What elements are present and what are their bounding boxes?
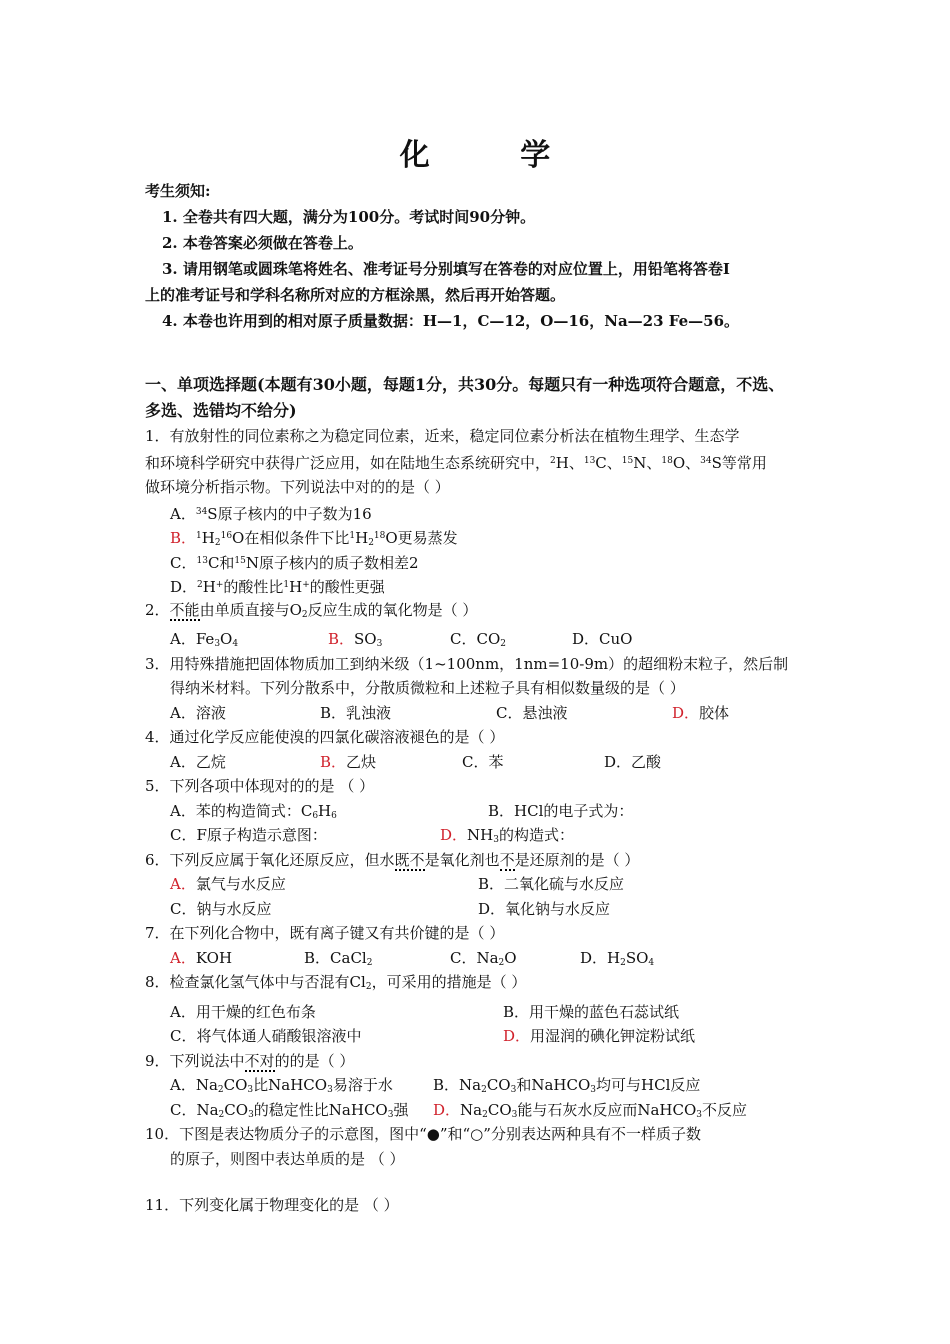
option-d[interactable]: D．氧化钠与水反应 (478, 899, 611, 918)
question-10: 10．下图是表达物质分子的示意图，图中“●”和“○”分别表达两种具有不一样质子数 的原子，则图中表达单质的是 （ ） (145, 1125, 701, 1168)
option-d[interactable]: D．乙酸 (604, 752, 662, 771)
question-5: 5．下列各项中体现对的的是 （ ） A．苯的构造简式：$C_6H_6$ B．HCl的电子式为： C．F原子构造示意图： D．$NH_3$的构造式： (145, 774, 835, 848)
option-b[interactable]: B．乙炔 (320, 752, 377, 771)
option-d[interactable]: D．$^2$H+的酸性比$^1$H+的酸性更强 (170, 578, 385, 596)
notice-item: 3. 请用钢笔或圆珠笔将姓名、准考证号分别填写在答卷的对应位置上，用铅笔将答卷Ⅰ (162, 260, 730, 278)
option-a[interactable]: A．$Fe_3O_4$ (170, 630, 239, 649)
question-6: 6．下列反应属于氧化还原反应，但水既不是氧化剂也不是还原剂的是（ ） A．氯气与水反应 B．二氧化硫与水反应 C．钠与水反应 D．氧化钠与水反应 (145, 848, 835, 922)
question-3: 3．用特殊措施把固体物质加工到纳米级（1~100nm，1nm=10-9m）的超细粉末粒子，然后制 得纳米材料。下列分散系中，分散质微粒和上述粒子具有相似数量级的是（ ） A．溶液 B．乳浊液 C．悬浊液 D．胶体 (145, 652, 835, 726)
option-b[interactable]: B．用干燥的蓝色石蕊试纸 (503, 1002, 680, 1021)
question-list (145, 424, 835, 1218)
option-b[interactable]: B．$Na_2CO_3$和NaHCO$_3$均可与HCl反应 (433, 1076, 701, 1095)
notice-item: 上的准考证号和学科名称所对应的方框涂黑，然后再开始答题。 (145, 286, 566, 304)
notice-item: 2. 本卷答案必须做在答卷上。 (162, 234, 363, 252)
option-c[interactable]: C．F原子构造示意图： (170, 826, 327, 844)
exam-notice (145, 178, 825, 334)
option-c[interactable]: C．$^{13}$C和$^{15}$N原子核内的质子数相差2 (170, 553, 419, 572)
figure-space (145, 1171, 835, 1193)
question-11: 11．下列变化属于物理变化的是 （ ） (145, 1196, 399, 1214)
question-7: 7．在下列化合物中，既有离子键又有共价键的是（ ） A．KOH B．CaCl$_2$ C．$Na_2O$ D．$H_2SO_4$ (145, 921, 835, 970)
option-b[interactable]: B．$^1H_2^{16}O$在相似条件下比$^1H_2^{18}O$更易蒸发 (170, 529, 458, 548)
option-d[interactable]: D．胶体 (672, 703, 730, 722)
section-heading: 一、单项选择题(本题有30小题，每题1分，共30分。每题只有一种选项符合题意，不选、 多选、选错均不给分) (145, 375, 785, 420)
option-d[interactable]: D．$H_2SO_4$ (580, 948, 655, 968)
option-b[interactable]: B．HCl的电子式为： (488, 801, 634, 820)
option-a[interactable]: A．乙烷 (170, 752, 226, 771)
option-b[interactable]: B．CaCl$_2$ (304, 948, 373, 968)
option-c[interactable]: C．悬浊液 (496, 703, 568, 722)
option-d[interactable]: D．$NH_3$的构造式： (440, 826, 574, 845)
option-d[interactable]: D．用湿润的碘化钾淀粉试纸 (503, 1027, 696, 1045)
option-c[interactable]: C．钠与水反应 (170, 899, 272, 918)
question-8: 8．检查氯化氢气体中与否混有$Cl_2$，可采用的措施是（ ） A．用干燥的红色布条 B．用干燥的蓝色石蕊试纸 C．将气体通人硝酸银溶液中 D．用湿润的碘化钾淀粉试纸 (145, 970, 835, 1049)
option-b[interactable]: B．二氧化硫与水反应 (478, 875, 625, 893)
option-d[interactable]: D．CuO (572, 630, 633, 648)
question-4: 4．通过化学反应能使溴的四氯化碳溶液褪色的是（ ） A．乙烷 B．乙炔 C．苯 D．乙酸 (145, 725, 835, 774)
option-a[interactable]: A．$Na_2CO_3$比NaHCO$_3$易溶于水 (170, 1076, 393, 1095)
option-a[interactable]: A．$^{34}$S原子核内的中子数为16 (170, 504, 372, 523)
option-b[interactable]: B．乳浊液 (320, 703, 392, 722)
question-9: 9．下列说法中不对的的是（ ） A．$Na_2CO_3$比NaHCO$_3$易溶于水 B．$Na_2CO_3$和NaHCO$_3$均可与HCl反应 C．$Na_2CO_3$的稳定性比NaHCO$_3$强 D．$Na_2CO_3$能与石灰水反应而NaHCO$_3$不反应 (145, 1049, 835, 1123)
option-d[interactable]: D．$Na_2CO_3$能与石灰水反应而NaHCO$_3$不反应 (433, 1100, 748, 1120)
notice-item: 4. 本卷也许用到的相对原子质量数据：H—1，C—12，O—16，Na—23 Fe—56。 (162, 312, 740, 330)
notice-heading: 考生须知: (145, 182, 211, 200)
question-2: 2．不能由单质直接与$O_2$反应生成的氧化物是（ ） A．$Fe_3O_4$ B．$SO_3$ C．$CO_2$ D．CuO (145, 598, 835, 652)
option-c[interactable]: C．将气体通人硝酸银溶液中 (170, 1027, 362, 1045)
option-c[interactable]: C．苯 (462, 752, 504, 771)
option-a[interactable]: A．溶液 (170, 703, 226, 722)
option-a[interactable]: A．苯的构造简式：$C_6H_6$ (170, 801, 337, 821)
option-a[interactable]: A．用干燥的红色布条 (170, 1002, 316, 1021)
notice-item: 1. 全卷共有四大题，满分为100分。考试时间90分钟。 (162, 208, 536, 226)
page-title: 化 学 (399, 138, 591, 173)
option-a[interactable]: A．KOH (170, 948, 233, 967)
option-c[interactable]: C．$CO_2$ (450, 630, 506, 649)
option-a[interactable]: A．氯气与水反应 (170, 875, 286, 893)
question-1: 1．有放射性的同位素称之为稳定同位素，近来，稳定同位素分析法在植物生理学、生态学 和环境科学研究中获得广泛应用，如在陆地生态系统研究中，$^2$H、$^{13}$C、$^{15}$N、$^{18}$O、$^{34}$S等常用 做环境分析指示物。下列说法中对的的是（ ） A．$^{34}$S原子核内的中子数为16 B．$^1H_2^{16}O$在相似条件下比$^1H_2^{18}O$更易蒸发 C．$^{13}$C和$^{15}$N原子核内的质子数相差2 D．$^2$H+的酸性比$^1$H+的酸性更强 (145, 424, 835, 598)
option-c[interactable]: C．$Na_2CO_3$的稳定性比NaHCO$_3$强 (170, 1100, 409, 1120)
option-c[interactable]: C．$Na_2O$ (450, 948, 517, 968)
option-b[interactable]: B．$SO_3$ (328, 630, 383, 649)
